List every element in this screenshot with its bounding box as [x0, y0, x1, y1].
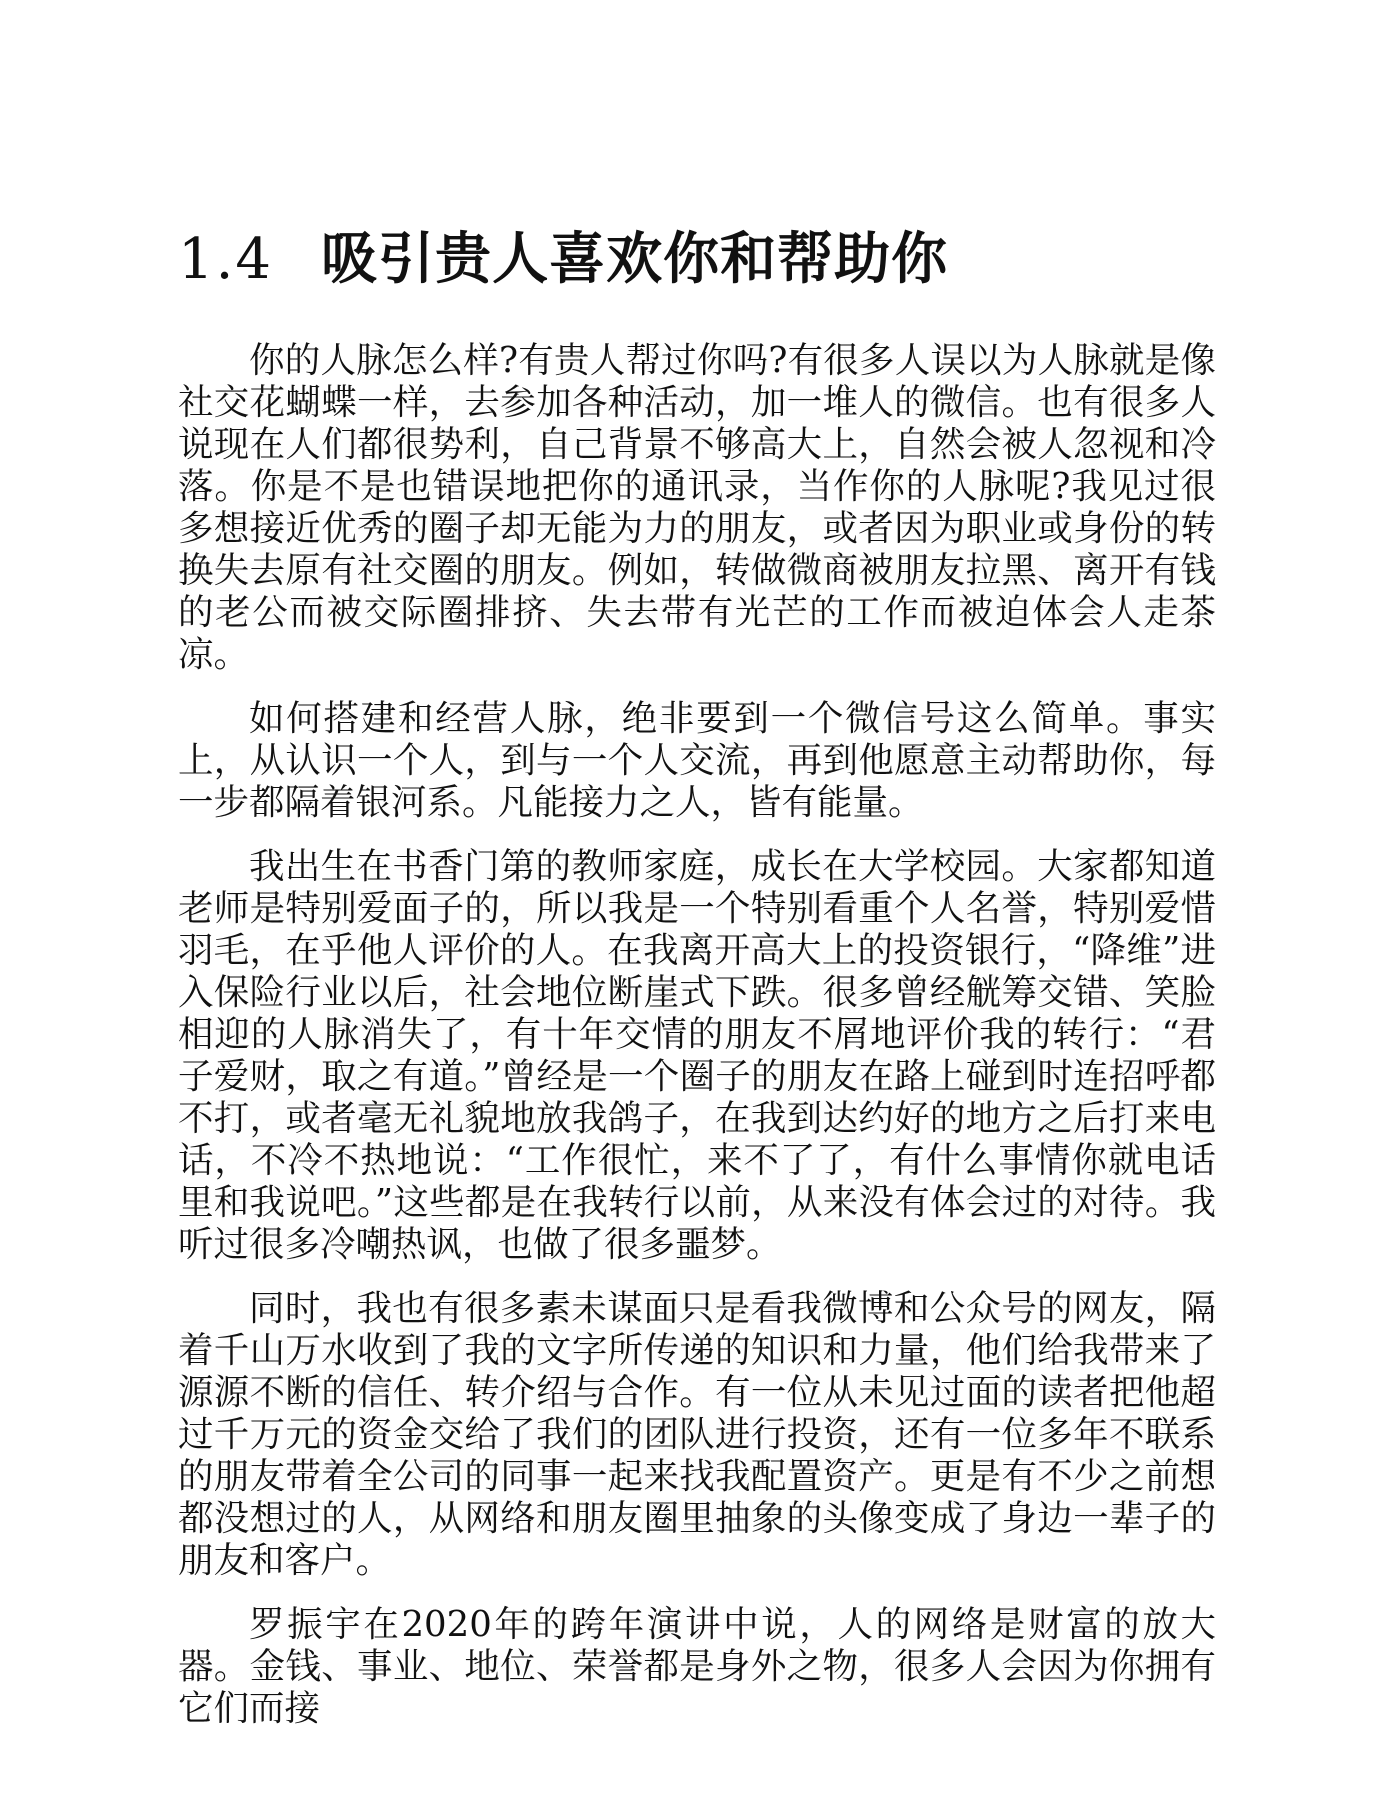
paragraph-2: 如何搭建和经营人脉，绝非要到一个微信号这么简单。事实上，从认识一个人，到与一个人交流，再到他愿意主动帮助你，每一步都隔着银河系。凡能接力之人，皆有能量。 [178, 698, 1216, 823]
paragraph-3: 我出生在书香门第的教师家庭，成长在大学校园。大家都知道老师是特别爱面子的，所以我是一个特别看重个人名誉，特别爱惜羽毛，在乎他人评价的人。在我离开高大上的投资银行，“降维”进入保险行业以后，社会地位断崖式下跌。很多曾经觥筹交错、笑脸相迎的人脉消失了，有十年交情的朋友不屑地评价我的转行：“君子爱财，取之有道。”曾经是一个圈子的朋友在路上碰到时连招呼都不打，或者毫无礼貌地放我鸽子，在我到达约好的地方之后打来电话，不冷不热地说：“工作很忙，来不了了，有什么事情你就电话里和我说吧。”这些都是在我转行以前，从来没有体会过的对待。我听过很多冷嘲热讽，也做了很多噩梦。 [178, 846, 1216, 1265]
section-heading [178, 225, 948, 295]
body-text [178, 340, 1216, 1752]
section-title: 吸引贵人喜欢你和帮助你 [321, 227, 949, 292]
paragraph-4: 同时，我也有很多素未谋面只是看我微博和公众号的网友，隔着千山万水收到了我的文字所传递的知识和力量，他们给我带来了源源不断的信任、转介绍与合作。有一位从未见过面的读者把他超过千万元的资金交给了我们的团队进行投资，还有一位多年不联系的朋友带着全公司的同事一起来找我配置资产。更是有不少之前想都没想过的人，从网络和朋友圈里抽象的头像变成了身边一辈子的朋友和客户。 [178, 1288, 1216, 1581]
paragraph-5: 罗振宇在2020年的跨年演讲中说，人的网络是财富的放大器。金钱、事业、地位、荣誉都是身外之物，很多人会因为你拥有它们而接 [178, 1604, 1216, 1729]
section-number: 1.4 [178, 227, 274, 292]
paragraph-1: 你的人脉怎么样?有贵人帮过你吗?有很多人误以为人脉就是像社交花蝴蝶一样，去参加各种活动，加一堆人的微信。也有很多人说现在人们都很势利，自己背景不够高大上，自然会被人忽视和冷落。你是不是也错误地把你的通讯录，当作你的人脉呢?我见过很多想接近优秀的圈子却无能为力的朋友，或者因为职业或身份的转换失去原有社交圈的朋友。例如，转做微商被朋友拉黑、离开有钱的老公而被交际圈排挤、失去带有光芒的工作而被迫体会人走茶凉。 [178, 340, 1216, 675]
